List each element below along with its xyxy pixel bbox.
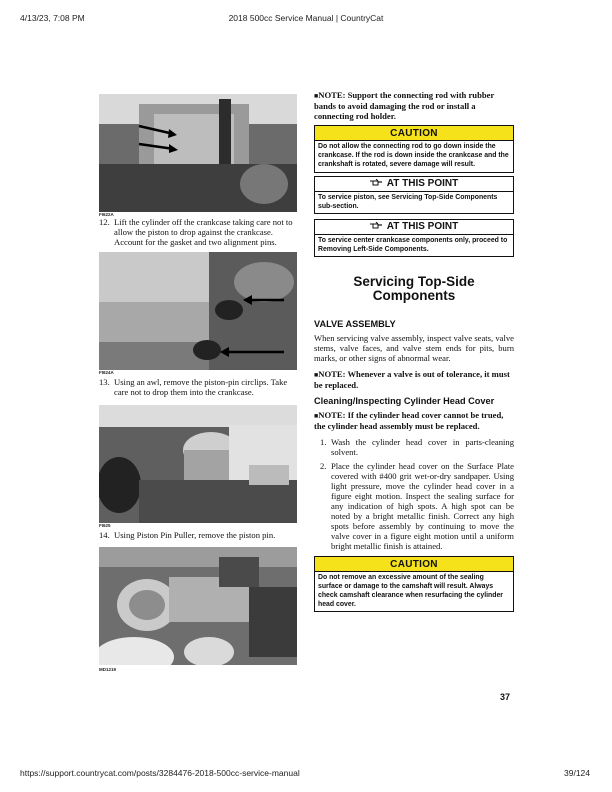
pointing-hand-icon <box>370 222 383 233</box>
list-item: 1. Wash the cylinder head cover in parts-cleaning solvent. <box>320 436 514 457</box>
at-this-point-text: To service piston, see Servicing Top-Side Components sub-section. <box>318 193 498 210</box>
photo-cylinder-lift <box>99 94 297 212</box>
note-support-rod: ■NOTE: Support the connecting rod with rubber bands to avoid damaging the rod or install a connecting rod holder. <box>314 90 495 121</box>
at-this-point-box <box>314 176 514 214</box>
cleaning-heading: Cleaning/Inspecting Cylinder Head Cover <box>314 395 495 406</box>
pointing-hand-icon <box>370 179 383 190</box>
figure-label: FI625 <box>99 523 111 528</box>
valve-assembly-paragraph: When servicing valve assembly, inspect valve seats, valve stems, valve faces, and valve stem ends for pits, burn marks, or other signs of abnormal wear. <box>314 332 514 363</box>
photo-piston-circlip <box>99 252 297 370</box>
at-this-point-box <box>314 219 514 257</box>
caution-box <box>314 556 514 613</box>
list-item: 2. Place the cylinder head cover on the Surface Plate covered with #400 grit wet-or-dry sandpaper. Using light pressure, move the cylinder head cover in a figure eight motion. Inspect the sealing surface for any indication of high spots. A high spot can be noted by a bright metallic finish. Correct any high spots before assembly by continuing to move the valve cover in a figure eight motion until a uniform bright metallic finish is attained. <box>320 460 514 551</box>
note-head-cover: ■NOTE: If the cylinder head cover cannot be trued, the cylinder head assembly must be replaced. <box>314 409 504 431</box>
figure-label: FI624A <box>99 370 114 375</box>
caution-text: Do not allow the connecting rod to go down inside the crankcase. If the rod is down inside the crankcase and the crankshaft is rotated, severe damage will result. <box>318 143 509 169</box>
note-valve-tolerance: ■NOTE: Whenever a valve is out of tolerance, it must be replaced. <box>314 368 510 390</box>
print-page-count: 39/124 <box>564 768 590 778</box>
section-title: Servicing Top-Side Components <box>353 273 475 303</box>
figure-label: FI622A <box>99 212 114 217</box>
print-url: https://support.countrycat.com/posts/3284476-2018-500cc-service-manual <box>20 768 300 778</box>
photo-piston-pin <box>99 405 297 523</box>
at-this-point-title: AT THIS POINT <box>386 177 459 189</box>
step-12: 12. Lift the cylinder off the crankcase taking care not to allow the piston to drop against the crankcase. Account for the gasket and two alignment pins. <box>99 217 293 247</box>
caution-box <box>314 125 514 173</box>
photo-piston-pin-puller <box>99 547 297 665</box>
caution-text: Do not remove an excessive amount of the sealing surface or damage to the camshaft will result. Always check camshaft clearance when resurfacing the cylinder head cover. <box>318 573 503 609</box>
figure-label: MD1219 <box>99 667 117 672</box>
at-this-point-title: AT THIS POINT <box>386 220 459 232</box>
step-13: 13. Using an awl, remove the piston-pin circlips. Take care not to drop them into the crankcase. <box>99 377 288 397</box>
right-column <box>314 90 514 612</box>
valve-assembly-heading: VALVE ASSEMBLY <box>314 318 396 329</box>
print-page-title: 2018 500cc Service Manual | CountryCat <box>228 13 384 23</box>
step-14: 14. Using Piston Pin Puller, remove the piston pin. <box>99 530 276 540</box>
at-this-point-text: To service center crankcase components only, proceed to Removing Left-Side Components. <box>318 236 508 253</box>
caution-title: CAUTION <box>315 557 513 572</box>
print-timestamp: 4/13/23, 7:08 PM <box>20 13 85 23</box>
caution-title: CAUTION <box>315 126 513 141</box>
page-number: 37 <box>500 692 511 702</box>
